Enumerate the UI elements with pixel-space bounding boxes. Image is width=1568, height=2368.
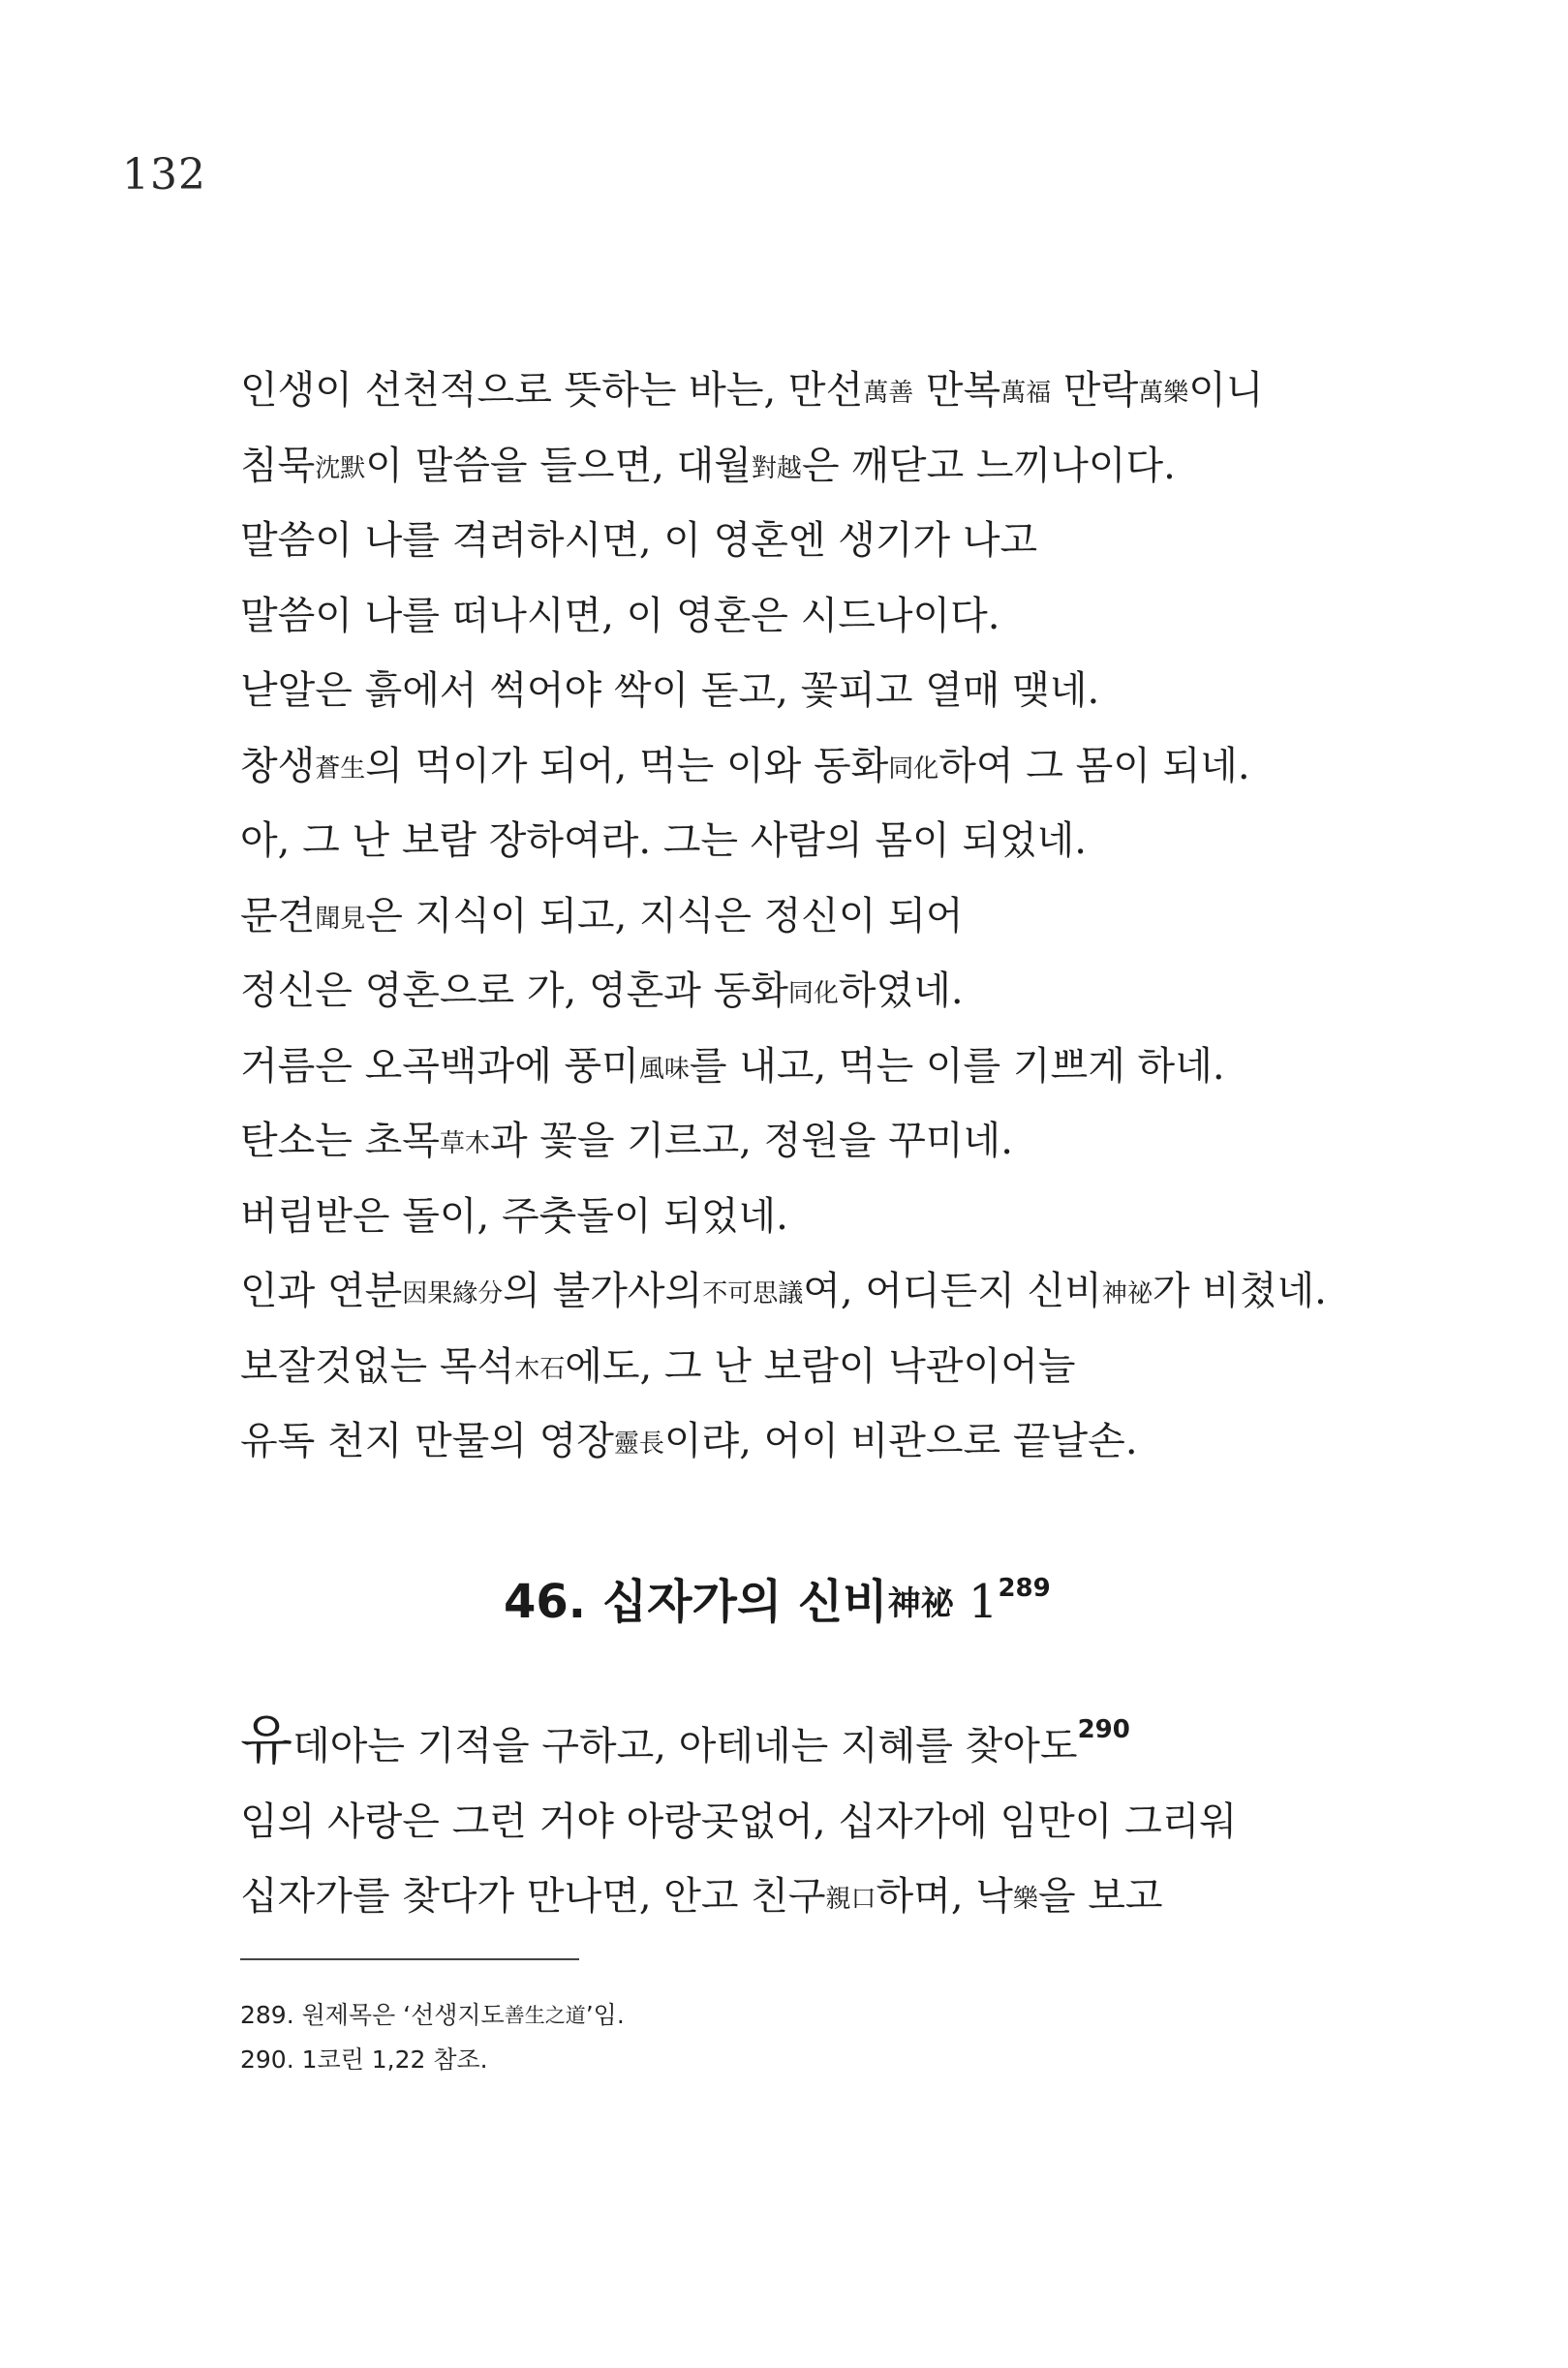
stanza-2 xyxy=(240,1709,1383,1935)
verse-line: 유독 천지 만물의 영장靈長이랴, 어이 비관으로 끝날손. xyxy=(240,1419,1138,1463)
verse-line: 창생蒼生의 먹이가 되어, 먹는 이와 동화同化하여 그 몸이 되네. xyxy=(240,743,1250,788)
verse-line: 낟알은 흙에서 썩어야 싹이 돋고, 꽃피고 열매 맺네. xyxy=(240,668,1100,713)
verse-line: 유데아는 기적을 구하고, 아테네는 지혜를 찾아도$^{290}$ xyxy=(240,1709,1130,1772)
verse-line: 인과 연분因果緣分의 불가사의不可思議여, 어디든지 신비神祕가 비쳤네. xyxy=(240,1269,1327,1313)
verse-line: 침묵沈默이 말씀을 들으면, 대월對越은 깨닫고 느끼나이다. xyxy=(240,443,1176,488)
drop-cap: 유 xyxy=(240,1709,293,1772)
verse-line: 말씀이 나를 격려하시면, 이 영혼엔 생기가 나고 xyxy=(240,518,1038,563)
stanza-1 xyxy=(240,354,1383,1480)
verse-line: 인생이 선천적으로 뜻하는 바는, 만선萬善 만복萬福 만락萬樂이니 xyxy=(240,368,1264,413)
verse-line: 문견聞見은 지식이 되고, 지식은 정신이 되어 xyxy=(240,893,964,938)
footnotes xyxy=(240,1993,625,2082)
verse-line: 임의 사랑은 그런 거야 아랑곳없어, 십자가에 임만이 그리워 xyxy=(240,1799,1238,1844)
footnote-290: 290. 1코린 1,22 참조. xyxy=(240,2045,488,2074)
verse-line: 정신은 영혼으로 가, 영혼과 동화同化하였네. xyxy=(240,969,964,1013)
footnote-289: 289. 원제목은 ‘선생지도善生之道’임. xyxy=(240,2001,625,2029)
footnote-ref[interactable]: 290 xyxy=(1077,1715,1130,1744)
footnote-divider xyxy=(240,1958,579,1960)
verse-line: 보잘것없는 목석木石에도, 그 난 보람이 낙관이어늘 xyxy=(240,1343,1076,1389)
verse-line: 거름은 오곡백과에 풍미風味를 내고, 먹는 이를 기쁘게 하네. xyxy=(240,1043,1225,1089)
verse-line: 버림받은 돌이, 주춧돌이 되었네. xyxy=(240,1193,788,1239)
page-number: 132 xyxy=(122,150,206,200)
section-title: 46. 십자가의 신비神祕 $1^{289}$ xyxy=(504,1574,1051,1629)
verse-line: 십자가를 찾다가 만나면, 안고 친구親口하며, 낙樂을 보고 xyxy=(240,1874,1163,1919)
verse-line: 탄소는 초목草木과 꽃을 기르고, 정원을 꾸미네. xyxy=(240,1119,1013,1163)
verse-line: 아, 그 난 보람 장하여라. 그는 사람의 몸이 되었네. xyxy=(240,818,1088,863)
verse-line: 말씀이 나를 떠나시면, 이 영혼은 시드나이다. xyxy=(240,593,1000,638)
footnote-ref[interactable]: 289 xyxy=(998,1574,1051,1603)
